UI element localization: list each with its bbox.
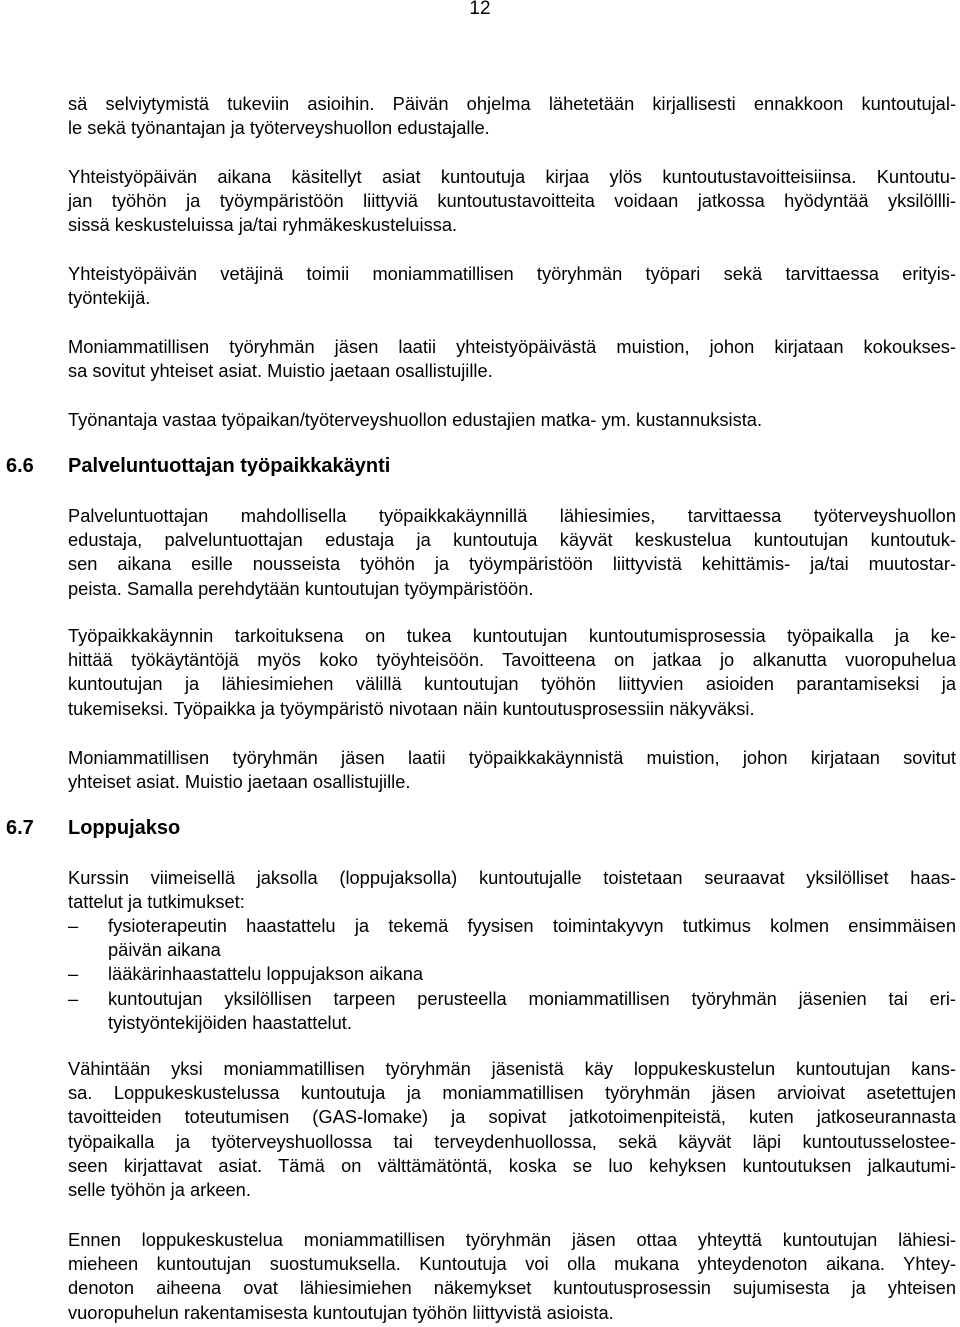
dash-bullet-icon: – [68,987,79,1009]
text-line: päivän aikana [108,939,221,961]
text-line: tattelut ja tutkimukset: [68,891,245,913]
paragraph-workplace-visit-memo [68,746,956,794]
bullet-list [68,914,956,1035]
text-line: lääkärinhaastattelu loppujakson aikana [108,963,424,985]
list-item [68,987,956,1035]
text-line: seen kirjattavat asiat. Tämä on välttämätöntä, koska se luo kehyksen kuntoutuksen jalkautumi- [68,1154,956,1176]
paragraph-final-discussion [68,1057,956,1202]
paragraph-intro-continuation [68,92,956,140]
text-line: vuoropuhelun rakentamisesta kuntoutujan työhön liittyvistä asioista. [68,1301,614,1323]
text-line: yhteiset asiat. Muistio jaetaan osallistujille. [68,771,411,793]
text-line: Moniammatillisen työryhmän jäsen laatii työpaikkakäynnistä muistion, johon kirjataan sovitut [68,747,956,768]
section-heading-6-7 [6,817,180,840]
text-line: edustaja, palveluntuottajan edustaja ja kuntoutuja käyvät keskustelua kuntoutujan kuntoutuk- [68,529,956,551]
text-line: työntekijä. [68,287,151,309]
text-line: jan työhön ja työympäristöön liittyviä kuntoutustavoitteita voidaan jatkossa hyödyntää yksilöllli- [68,190,956,212]
text-line: selle työhön ja arkeen. [68,1179,251,1201]
text-line: Kurssin viimeisellä jaksolla (loppujaksolla) kuntoutujalle toistetaan seuraavat yksilölliset haas- [68,867,956,888]
section-heading-6-6 [6,455,390,478]
text-line: sa. Loppukeskustelussa kuntoutuja ja moniammatillisen työryhmän jäsen arvioivat asetettujen [68,1082,956,1104]
page-number: 12 [469,0,491,19]
dash-bullet-icon: – [68,915,79,936]
text-line: Työpaikkakäynnin tarkoituksena on tukea kuntoutujan kuntoutumisprosessia työpaikalla ja ke- [68,625,956,646]
text-line: kuntoutujan yksilöllisen tarpeen perusteella moniammatillisen työryhmän jäsenien tai eri- [108,987,956,1009]
paragraph-cooperation-day-memo [68,335,956,383]
text-line: tukemiseksi. Työpaikka ja työympäristö nivotaan näin kuntoutusprosessiin näkyväksi. [68,697,755,719]
text-line: Yhteistyöpäivän aikana käsitellyt asiat kuntoutuja kirjaa ylös kuntoutustavoitteisiinsa. Kuntoutu- [68,166,956,187]
text-line: peista. Samalla perehdytään kuntoutujan työympäristöön. [68,577,534,599]
paragraph-supervisor-contact [68,1228,956,1325]
text-line: sen aikana esille nousseista työhön ja työympäristöön liittyvistä kehittämis- ja/tai muutostar- [68,553,956,575]
paragraph-final-period-intro [68,866,956,914]
section-number: 6.7 [6,817,34,839]
text-line: le sekä työnantajan ja työterveyshuollon edustajalle. [68,117,490,139]
text-line: hittää työkäytäntöjä myös koko työyhteisöön. Tavoitteena on jatkaa jo alkanutta vuoropuhelua [68,649,956,671]
text-line: Palveluntuottajan mahdollisella työpaikkakäynnillä lähiesimies, tarvittaessa työterveyshuollon [68,505,956,526]
text-line: tyistyöntekijöiden haastattelut. [108,1011,352,1033]
text-line: mieheen kuntoutujan suostumuksella. Kuntoutuja voi olla mukana yhteydenoton aikana. Yhtey- [68,1253,956,1275]
paragraph-cooperation-day-leaders [68,262,956,310]
text-line: sa sovitut yhteiset asiat. Muistio jaetaan osallistujille. [68,360,493,382]
section-number: 6.6 [6,455,34,477]
text-line: kuntoutujan ja lähiesimiehen välillä kuntoutujan työhön liittyvien asioiden parantamiseksi ja [68,673,956,695]
text-line: Vähintään yksi moniammatillisen työryhmän jäsenistä käy loppukeskustelun kuntoutujan kans- [68,1058,956,1079]
text-line: denoton aiheena ovat lähiesimiehen näkemykset kuntoutusprosessin sujumisesta ja yhteisen [68,1277,956,1299]
text-line: sä selviytymistä tukeviin asioihin. Päivän ohjelma lähetetään kirjallisesti ennakkoon kuntoutujal- [68,93,956,114]
paragraph-cooperation-day-topics [68,165,956,238]
text-line: työpaikalla ja työterveyshuollossa tai terveydenhuollossa, sekä käyvät läpi kuntoutusselostee- [68,1130,956,1152]
dash-bullet-icon: – [68,963,79,985]
section-title: Palveluntuottajan työpaikkakäynti [68,455,391,477]
list-item [68,914,956,962]
section-title: Loppujakso [68,817,181,839]
text-line: Työnantaja vastaa työpaikan/työterveyshuollon edustajien matka- ym. kustannuksista. [68,409,763,430]
text-line: fysioterapeutin haastattelu ja tekemä fyysisen toimintakyvyn tutkimus kolmen ensimmäisen [108,915,956,936]
text-line: Ennen loppukeskustelua moniammatillisen työryhmän jäsen ottaa yhteyttä kuntoutujan lähiesi- [68,1229,956,1250]
text-line: tavoitteiden toteutumisen (GAS-lomake) ja sopivat jatkotoimenpiteistä, kuten jatkoseurannasta [68,1106,956,1128]
text-line: sissä keskusteluissa ja/tai ryhmäkeskusteluissa. [68,214,458,236]
list-item [68,962,956,986]
paragraph-employer-costs [68,408,956,432]
paragraph-workplace-visit [68,504,956,601]
paragraph-workplace-visit-purpose [68,624,956,721]
text-line: Yhteistyöpäivän vetäjinä toimii moniammatillisen työryhmän työpari sekä tarvittaessa erityis- [68,263,956,284]
text-line: Moniammatillisen työryhmän jäsen laatii yhteistyöpäivästä muistion, johon kirjataan kokoukses- [68,336,956,357]
